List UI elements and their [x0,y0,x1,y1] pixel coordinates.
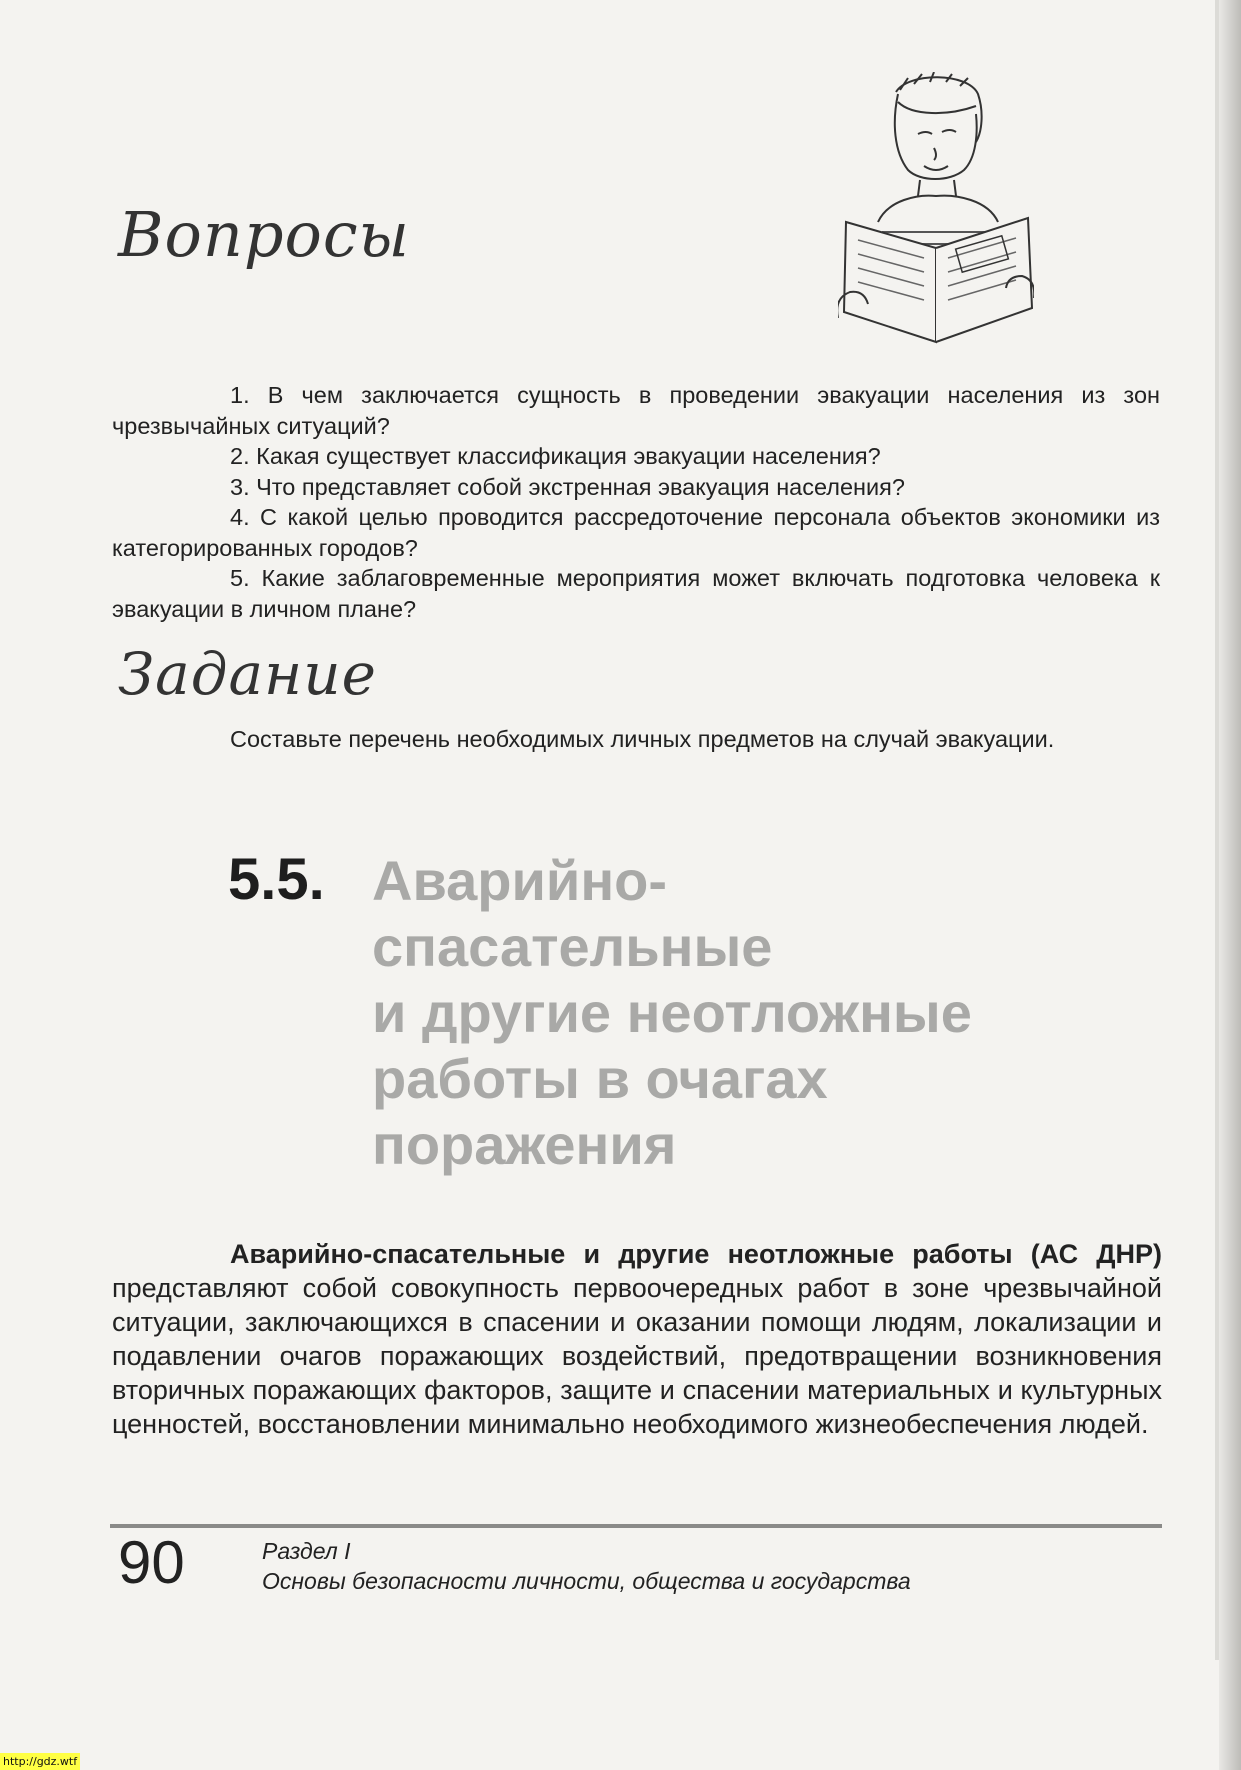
footer-section-label: Раздел I [262,1538,351,1564]
section-title-line: работы в очагах [372,1047,828,1110]
section-title-line: поражения [372,1113,677,1176]
task-text: Составьте перечень необходимых личных предметов на случай эвакуации. [230,726,1055,752]
section-title [372,848,1152,1178]
body-text: представляют собой совокупность первоочередных работ в зоне чрезвычайной ситуации, заключающихся в спасении и оказании помощи людям, локализации и подавлении очагов поражающих воздействий, предотвращении возникновения вторичных поражающих факторов, защите и спасении материальных и культурных ценностей, восстановлении минимально необходимого жизнеобеспечения людей. [112,1273,1162,1439]
body-paragraph [112,1237,1162,1441]
task-heading: Задание [118,640,377,708]
question-item: 4. С какой целью проводится рассредоточение персонала объектов экономики из категорированных городов? [112,504,1160,561]
footer-section-subtitle: Основы безопасности личности, общества и государства [262,1568,911,1594]
question-item: 3. Что представляет собой экстренная эвакуация населения? [230,473,905,500]
question-item: 2. Какая существует классификация эвакуации населения? [230,443,881,469]
section-title-line: Аварийно- [372,849,668,912]
questions-list [112,380,1160,624]
section-title-line: спасательные [372,915,773,978]
page-number: 90 [118,1529,185,1596]
body-bold-lead: Аварийно-спасательные и другие неотложные работы (АС ДНР) [230,1239,1162,1269]
boy-reading-book-illustration [838,72,1034,352]
questions-heading: Вопросы [118,198,411,271]
footer-rule [110,1524,1162,1528]
question-item: 1. В чем заключается сущность в проведении эвакуации населения из зон чрезвычайных ситуаций? [112,382,1160,439]
page-edge [1219,0,1241,1770]
section-number: 5.5. [228,847,325,912]
question-item: 5. Какие заблаговременные мероприятия может включать подготовка человека к эвакуации в личном плане? [112,565,1160,622]
section-title-line: и другие неотложные [372,981,972,1044]
watermark-link[interactable]: http://gdz.wtf [0,1753,80,1770]
